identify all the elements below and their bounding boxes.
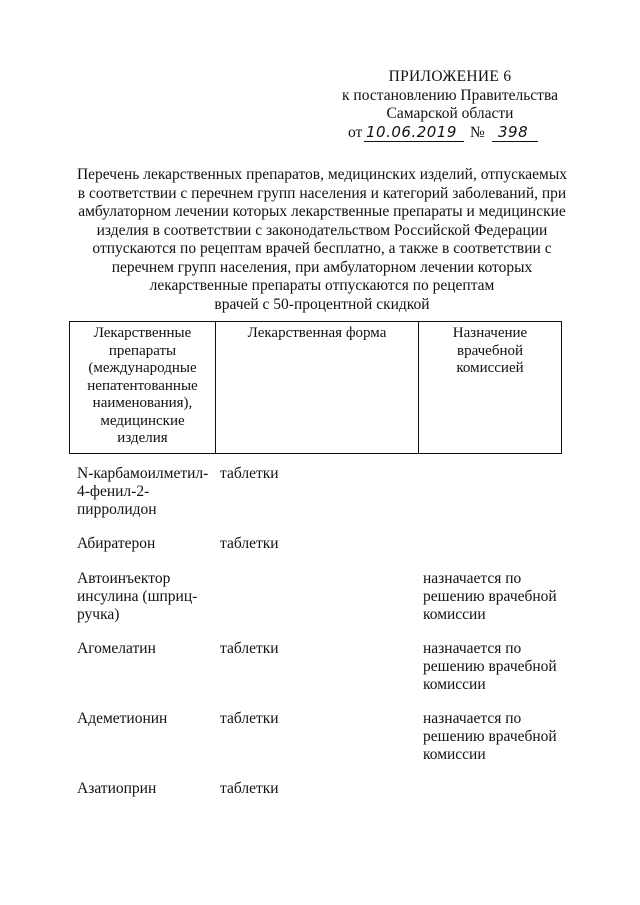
header-text: комиссией [456, 360, 524, 376]
header-text: Назначение [452, 325, 528, 341]
cell-text: комиссии [423, 746, 486, 763]
appendix-region-line: Самарской области [386, 105, 514, 122]
header-text: медицинские [100, 412, 185, 429]
date-handwritten: 10.06.2019 [366, 122, 457, 141]
cell-dosage-form: таблетки [220, 710, 279, 727]
cell-commission-note [423, 710, 557, 764]
header-col-drug-name [70, 322, 216, 453]
cell-dosage-form: таблетки [220, 465, 279, 482]
cell-drug-name [77, 710, 217, 728]
number-prefix: № [470, 123, 485, 141]
cell-text: решению врачебной [423, 588, 557, 605]
document-title-line: перечнем групп населения, при амбулаторном лечении которых [111, 258, 533, 276]
cell-text: комиссии [423, 676, 486, 693]
cell-text: назначается по [423, 710, 522, 727]
document-title-line: Перечень лекарственных препаратов, медицинских изделий, отпускаемых [76, 166, 567, 183]
table-header [69, 321, 562, 454]
number-underline [492, 141, 538, 142]
header-text: Лекарственные [93, 325, 192, 341]
header-col-dosage-form [216, 322, 419, 453]
cell-dosage-form: таблетки [220, 780, 279, 797]
header-col-commission [419, 322, 561, 453]
document-title-line: врачей с 50-процентной скидкой [214, 295, 430, 313]
document-title-line: отпускаются по рецептам врачей бесплатно, а также в соответствии с [92, 240, 552, 257]
document-title-line: изделия в соответствии с законодательством Российской Федерации [96, 221, 548, 239]
appendix-header [300, 68, 600, 144]
cell-text: Автоинъектор [77, 570, 171, 587]
cell-commission-note [423, 640, 557, 694]
document-title-line: амбулаторном лечении которых лекарственные препараты и медицинские [78, 203, 566, 220]
cell-text: инсулина (шприц- [77, 588, 198, 605]
header-text: наименования), [92, 395, 193, 411]
cell-dosage-form: таблетки [220, 640, 279, 657]
cell-text: назначается по [423, 570, 522, 587]
number-handwritten: 398 [498, 122, 529, 141]
document-title-line: в соответствии с перечнем групп населения и категорий заболеваний, при [77, 184, 567, 202]
cell-drug-name [77, 640, 217, 658]
appendix-resolution-line: к постановлению Правительства [342, 86, 558, 104]
cell-text: решению врачебной [423, 658, 557, 675]
cell-drug-name [77, 535, 217, 553]
cell-commission-note [423, 570, 557, 624]
cell-dosage-form: таблетки [220, 535, 279, 552]
header-text: врачебной [456, 342, 524, 359]
header-text: Лекарственная форма [247, 325, 387, 341]
cell-drug-name [77, 465, 217, 519]
cell-text: 4-фенил-2- [77, 483, 150, 500]
header-text: (международные [88, 360, 197, 376]
header-text: препараты [108, 342, 177, 359]
cell-text: N-карбамоилметил- [77, 465, 209, 482]
appendix-title: ПРИЛОЖЕНИЕ 6 [388, 68, 512, 85]
cell-text: Абиратерон [77, 535, 156, 552]
cell-text: решению врачебной [423, 728, 557, 745]
document-title-line: лекарственные препараты отпускаются по рецептам [149, 277, 495, 294]
cell-text: Азатиоприн [77, 780, 157, 797]
cell-text: назначается по [423, 640, 522, 657]
date-prefix: от [348, 123, 363, 141]
cell-text: Агомелатин [77, 640, 156, 657]
appendix-date-line [300, 124, 600, 144]
header-text: непатентованные [87, 377, 198, 394]
cell-text: пирролидон [77, 501, 157, 518]
date-underline [364, 141, 464, 142]
cell-text: ручка) [77, 606, 120, 623]
cell-drug-name [77, 570, 217, 624]
cell-text: комиссии [423, 606, 486, 623]
cell-text: Адеметионин [77, 710, 168, 727]
header-text: изделия [117, 430, 168, 446]
cell-drug-name [77, 780, 217, 798]
document-title [62, 166, 582, 314]
